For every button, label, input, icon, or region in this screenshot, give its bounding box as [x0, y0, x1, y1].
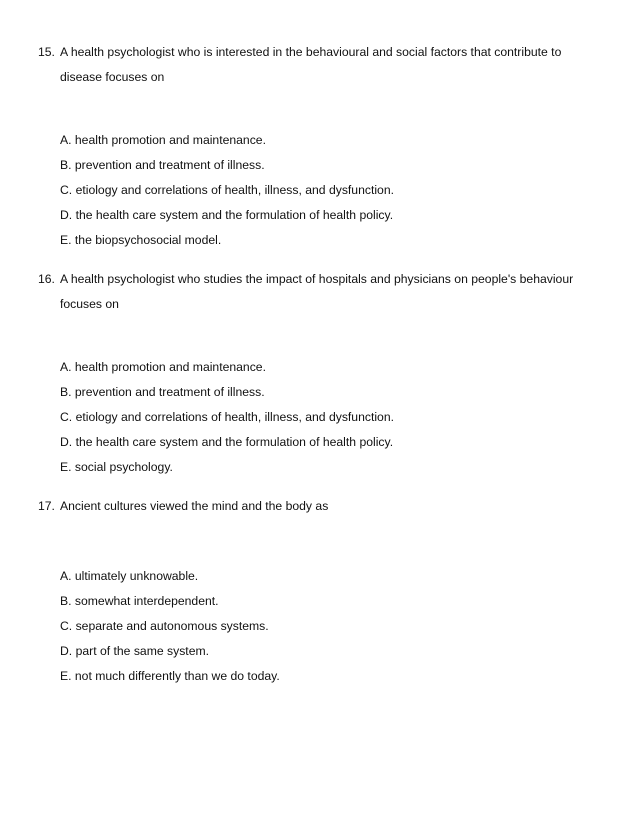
question-17 [38, 494, 598, 701]
question-number: 17. [38, 499, 55, 513]
question-stem [38, 40, 598, 90]
choice-c: C. etiology and correlations of health, illness, and dysfunction. [60, 183, 394, 197]
question-15 [38, 40, 598, 265]
question-16 [38, 267, 598, 492]
choice-a: A. health promotion and maintenance. [60, 360, 266, 374]
question-number: 15. [38, 45, 55, 59]
choice-b: B. prevention and treatment of illness. [60, 385, 265, 399]
answer-choices [60, 564, 598, 689]
choice-e: E. social psychology. [60, 460, 173, 474]
choice-c: C. etiology and correlations of health, illness, and dysfunction. [60, 410, 394, 424]
question-text: A health psychologist who is interested in the behavioural and social factors that contribute to disease focuses on [60, 45, 562, 84]
choice-e: E. the biopsychosocial model. [60, 233, 222, 247]
question-stem [38, 267, 598, 317]
question-text: Ancient cultures viewed the mind and the body as [60, 499, 329, 513]
choice-d: D. the health care system and the formulation of health policy. [60, 435, 394, 449]
choice-c: C. separate and autonomous systems. [60, 619, 269, 633]
choice-b: B. prevention and treatment of illness. [60, 158, 265, 172]
choice-b: B. somewhat interdependent. [60, 594, 219, 608]
question-stem [38, 494, 598, 519]
answer-choices [60, 355, 598, 480]
choice-d: D. the health care system and the formulation of health policy. [60, 208, 394, 222]
choice-d: D. part of the same system. [60, 644, 210, 658]
choice-e: E. not much differently than we do today. [60, 669, 280, 683]
question-text: A health psychologist who studies the impact of hospitals and physicians on people's behaviour focuses on [60, 272, 574, 311]
answer-choices [60, 128, 598, 253]
choice-a: A. health promotion and maintenance. [60, 133, 266, 147]
question-number: 16. [38, 272, 55, 286]
choice-a: A. ultimately unknowable. [60, 569, 199, 583]
